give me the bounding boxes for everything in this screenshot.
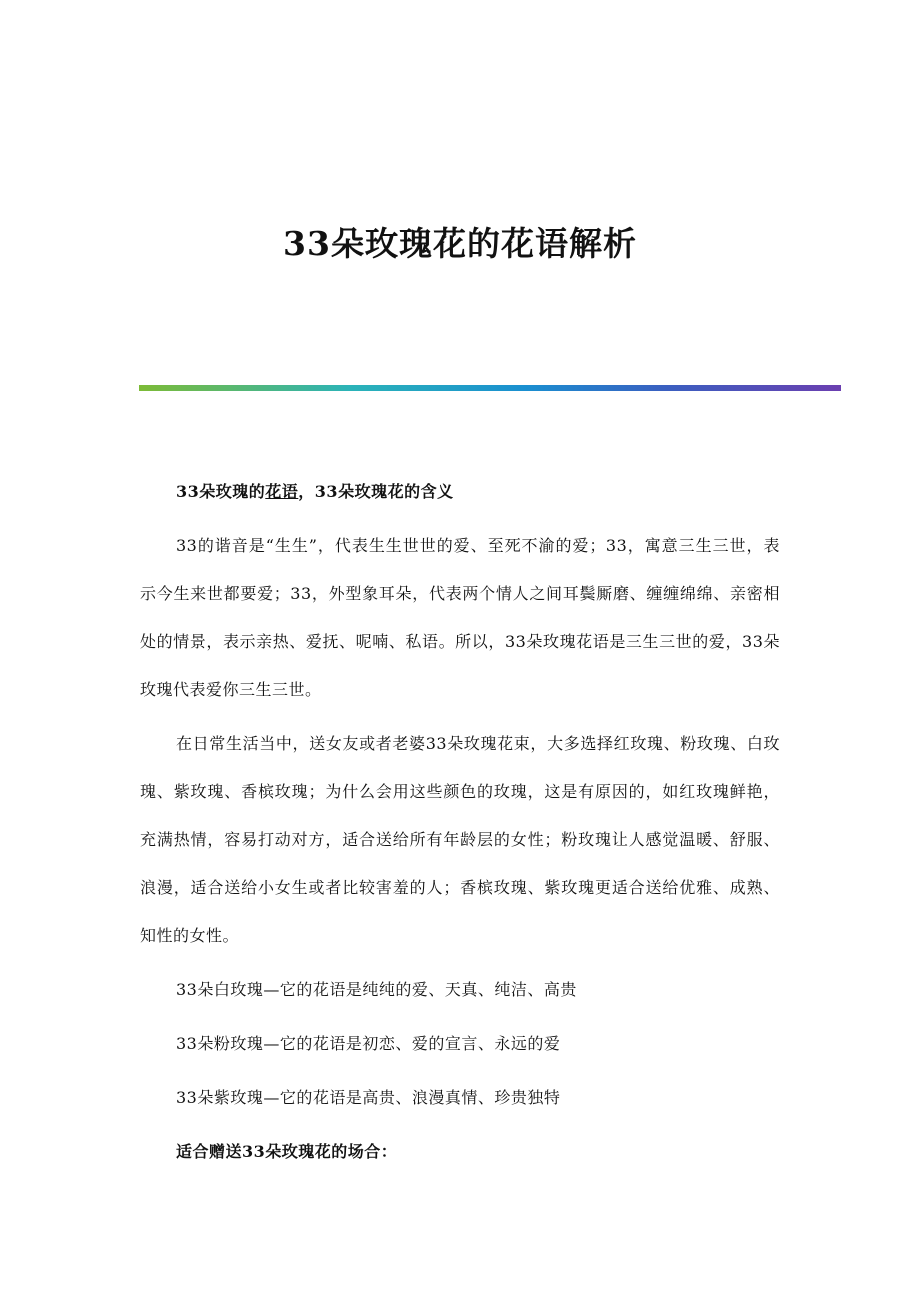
flower-language-link[interactable]: 花语	[265, 482, 299, 501]
paragraph-meaning: 33的谐音是“生生”，代表生生世世的爱、至死不渝的爱；33，寓意三生三世，表示今生来世都要爱；33，外型象耳朵，代表两个情人之间耳鬓厮磨、缠缠绵绵、亲密相处的情景，表示亲热、爱抚、呢喃、私语。所以，33朵玫瑰花语是三生三世的爱，33朵玫瑰代表爱你三生三世。	[140, 536, 780, 699]
title-divider	[139, 385, 841, 391]
document-body	[140, 468, 780, 1176]
heading-text-part2: ，33朵玫瑰花的含义	[298, 482, 454, 501]
section-heading-occasions: 适合赠送33朵玫瑰花的场合：	[176, 1142, 398, 1161]
list-item-purple-rose: 33朵紫玫瑰—它的花语是高贵、浪漫真情、珍贵独特	[176, 1088, 561, 1107]
heading-text-part1: 33朵玫瑰的	[176, 482, 266, 501]
section-heading-meaning	[140, 468, 780, 516]
page-title: 33朵玫瑰花的花语解析	[283, 224, 637, 263]
list-item-white-rose: 33朵白玫瑰—它的花语是纯纯的爱、天真、纯洁、高贵	[176, 980, 577, 999]
paragraph-colors: 在日常生活当中，送女友或者老婆33朵玫瑰花束，大多选择红玫瑰、粉玫瑰、白玫瑰、紫玫瑰、香槟玫瑰；为什么会用这些颜色的玫瑰，这是有原因的，如红玫瑰鲜艳，充满热情，容易打动对方，适合送给所有年龄层的女性；粉玫瑰让人感觉温暖、舒服、浪漫，适合送给小女生或者比较害羞的人；香槟玫瑰、紫玫瑰更适合送给优雅、成熟、知性的女性。	[140, 734, 780, 945]
list-item-pink-rose: 33朵粉玫瑰—它的花语是初恋、爱的宣言、永远的爱	[176, 1034, 561, 1053]
